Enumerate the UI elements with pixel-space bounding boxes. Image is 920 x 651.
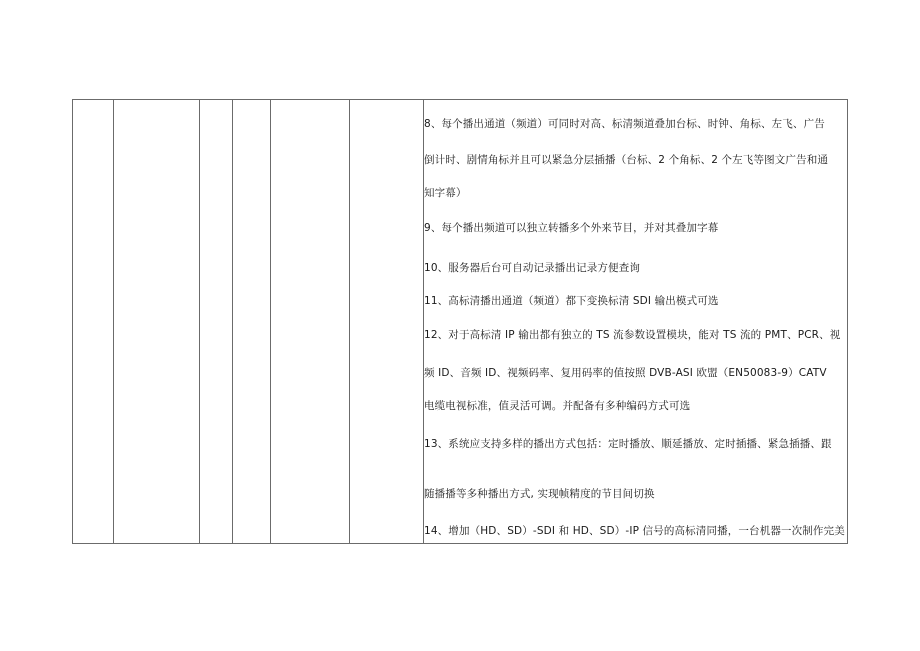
requirement-line: 11、高标清播出通道（频道）都下变换标清 SDI 输出模式可选 — [424, 295, 719, 307]
requirement-line: 知字幕） — [424, 187, 467, 199]
column-divider — [113, 100, 114, 543]
column-divider — [232, 100, 233, 543]
requirements-cell — [424, 100, 847, 543]
requirement-line: 倒计时、剧情角标并且可以紧急分层插播（台标、2 个角标、2 个左飞等图文广告和通 — [424, 154, 829, 166]
column-divider — [199, 100, 200, 543]
requirement-line: 13、系统应支持多样的播出方式包括：定时播放、顺延播放、定时插播、紧急插播、跟 — [424, 438, 832, 450]
requirement-line: 12、对于高标清 IP 输出都有独立的 TS 流参数设置模块，能对 TS 流的 PMT、PCR、视 — [424, 329, 841, 341]
requirement-line: 9、每个播出频道可以独立转播多个外来节目，并对其叠加字幕 — [424, 222, 719, 234]
column-divider — [270, 100, 271, 543]
requirement-line: 14、增加（HD、SD）-SDI 和 HD、SD）-IP 信号的高标清同播，一台机器一次制作完美 — [424, 525, 845, 537]
requirement-line: 频 ID、音频 ID、视频码率、复用码率的值按照 DVB-ASI 欧盟（EN50083-9）CATV — [424, 367, 827, 379]
requirement-line: 8、每个播出通道（频道）可同时对高、标清频道叠加台标、时钟、角标、左飞、广告 — [424, 118, 825, 130]
spec-table — [72, 99, 848, 544]
requirement-line: 电缆电视标准，值灵活可调。并配备有多种编码方式可选 — [424, 400, 691, 412]
requirement-line: 随播播等多种播出方式, 实现帧精度的节目间切换 — [424, 488, 655, 500]
column-divider — [349, 100, 350, 543]
requirement-line: 10、服务器后台可自动记录播出记录方便查询 — [424, 262, 641, 274]
